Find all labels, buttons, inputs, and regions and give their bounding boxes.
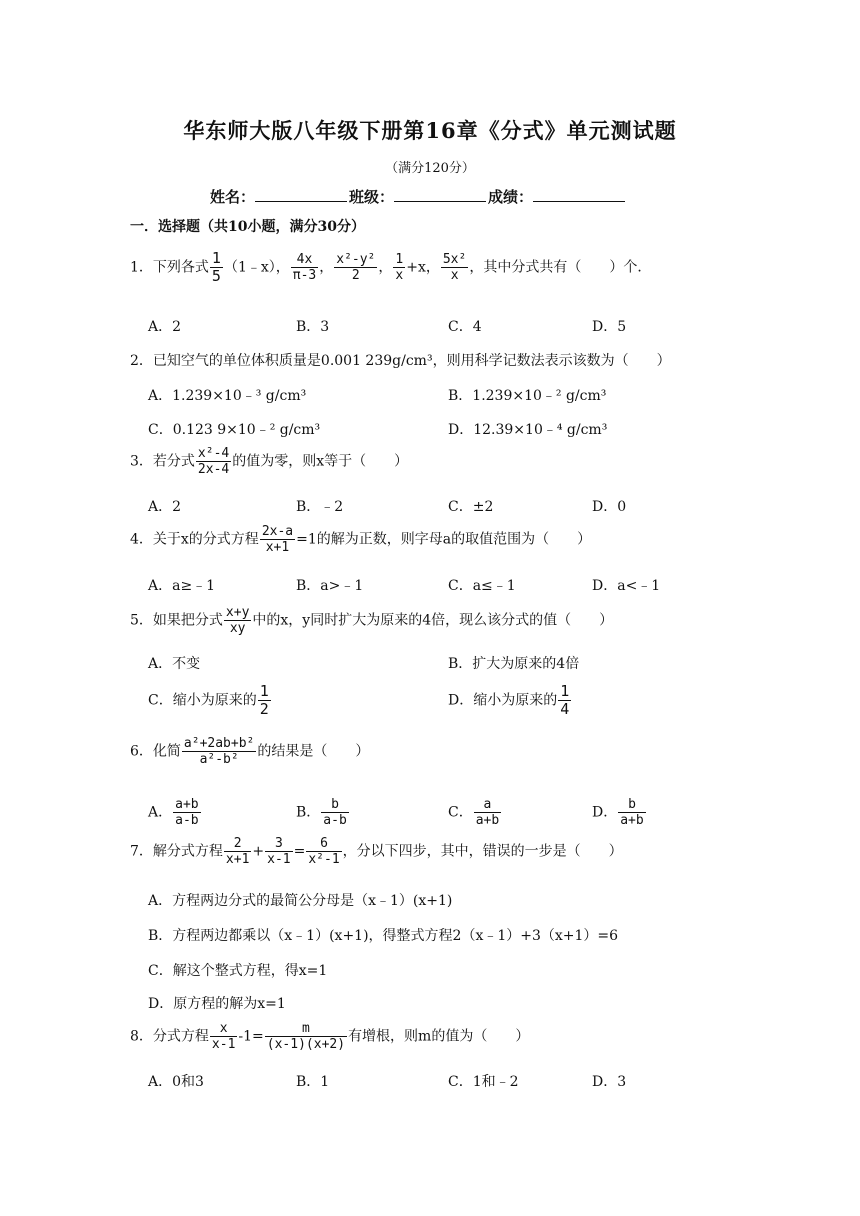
option-d[interactable]: D． $\frac{b}{a+b}$ xyxy=(592,797,644,828)
option-a[interactable]: A．2 xyxy=(148,319,182,335)
fraction: $\frac{1}{2}$ xyxy=(259,682,269,718)
option-b[interactable]: B．扩大为原来的4倍 xyxy=(448,656,580,672)
option-c[interactable]: C．0.123 9×10﹣² g/cm³ xyxy=(148,422,321,438)
name-label: 姓名： xyxy=(210,188,256,206)
fraction: $\frac{6}{\text{x²-1}}$ xyxy=(308,836,340,867)
fraction: $\frac{2}{x+1}$ xyxy=(225,836,250,867)
option-c[interactable]: C．解这个整式方程，得x=1 xyxy=(148,963,328,979)
option-d[interactable]: D．12.39×10﹣⁴ g/cm³ xyxy=(448,422,608,438)
option-d[interactable]: D．0 xyxy=(592,499,627,515)
q1-prefix: 1．下列各式 xyxy=(130,259,209,276)
question-4: 4．关于x的分式方程 $\frac{2x-a}{x+1}$ =1的解为正数，则字母a的取值范围为（ ） xyxy=(130,524,592,555)
option-c[interactable]: C．a≤﹣1 xyxy=(448,578,516,594)
fraction: $\frac{\text{5x²}}{x}$ xyxy=(442,252,467,283)
option-b[interactable]: B．﹣2 xyxy=(296,499,344,515)
option-c[interactable]: C．1和﹣2 xyxy=(448,1074,519,1090)
fraction: $\frac{x+y}{xy}$ xyxy=(225,605,250,636)
question-1: 1．下列各式 $\frac{1}{5}$ （1﹣x）， $\frac{4x}{\pi-3}$ ， $\frac{\text{x²-y²}}{2}$ ， $\frac{1}{x}$ +x， $\frac{\text{5x²}}{x}$ ，其中分式共有（ ）个． xyxy=(130,249,652,285)
student-info-line xyxy=(210,186,627,207)
fraction: $\frac{4x}{\pi-3}$ xyxy=(292,252,317,283)
option-d[interactable]: D．5 xyxy=(592,319,627,335)
fraction: $\frac{b}{a-b}$ xyxy=(323,797,347,828)
option-d[interactable]: D．3 xyxy=(592,1074,627,1090)
option-c[interactable]: C．缩小为原来的 $\frac{1}{2}$ xyxy=(148,682,269,718)
option-a[interactable]: A．方程两边分式的最简公分母是（x﹣1）(x+1) xyxy=(148,893,453,909)
option-c[interactable]: C．±2 xyxy=(448,499,494,515)
option-d[interactable]: D．缩小为原来的 $\frac{1}{4}$ xyxy=(448,682,570,718)
question-6: 6．化简 $\frac{\text{a²+2ab+b²}}{\text{a²-b²}}$ 的结果是（ ） xyxy=(130,736,370,767)
option-a[interactable]: A．不变 xyxy=(148,656,201,672)
class-blank[interactable] xyxy=(394,187,486,202)
question-3: 3．若分式 $\frac{\text{x²-4}}{2x-4}$ 的值为零，则x等于（ ） xyxy=(130,446,409,477)
question-8: 8．分式方程 $\frac{x}{x-1}$ -1= $\frac{m}{(x-1)(x+2)}$ 有增根，则m的值为（ ） xyxy=(130,1021,530,1052)
option-b[interactable]: B．3 xyxy=(296,319,330,335)
option-a[interactable]: A． $\frac{a+b}{a-b}$ xyxy=(148,797,199,828)
fraction: $\frac{2x-a}{x+1}$ xyxy=(261,524,294,555)
fraction: $\frac{\text{x²-4}}{2x-4}$ xyxy=(197,446,230,477)
page-subtitle: （满分120分） xyxy=(385,161,475,176)
question-5: 5．如果把分式 $\frac{x+y}{xy}$ 中的x，y同时扩大为原来的4倍，现么该分式的值（ ） xyxy=(130,605,614,636)
option-d[interactable]: D．原方程的解为x=1 xyxy=(148,996,286,1012)
fraction: $\frac{1}{x}$ xyxy=(395,252,404,283)
option-c[interactable]: C．4 xyxy=(448,319,482,335)
option-b[interactable]: B．方程两边都乘以（x﹣1）(x+1)，得整式方程2（x﹣1）+3（x+1）=6 xyxy=(148,928,619,944)
option-a[interactable]: A．0和3 xyxy=(148,1074,204,1090)
fraction: $\frac{a+b}{a-b}$ xyxy=(175,797,199,828)
option-d[interactable]: D．a<﹣1 xyxy=(592,578,661,594)
fraction: $\frac{x}{x-1}$ xyxy=(211,1021,236,1052)
option-a[interactable]: A．2 xyxy=(148,499,182,515)
class-label: 班级： xyxy=(349,188,395,206)
question-7: 7．解分式方程 $\frac{2}{x+1}$ + $\frac{3}{x-1}$ = $\frac{6}{\text{x²-1}}$ ，分以下四步，其中，错误的一步是（ ） xyxy=(130,836,623,867)
fraction: $\frac{3}{x-1}$ xyxy=(267,836,291,867)
option-b[interactable]: B．1.239×10﹣² g/cm³ xyxy=(448,388,607,404)
fraction: $\frac{a}{a+b}$ xyxy=(475,797,500,828)
fraction: $\frac{\text{a²+2ab+b²}}{\text{a²-b²}}$ xyxy=(183,736,255,767)
name-blank[interactable] xyxy=(255,187,347,202)
fraction: $\frac{m}{(x-1)(x+2)}$ xyxy=(266,1021,346,1052)
option-a[interactable]: A．1.239×10﹣³ g/cm³ xyxy=(148,388,307,404)
score-blank[interactable] xyxy=(533,187,625,202)
section-title: 一．选择题（共10小题，满分30分） xyxy=(130,219,365,235)
score-label: 成绩： xyxy=(488,188,534,206)
fraction: $\frac{1}{4}$ xyxy=(560,682,570,718)
option-b[interactable]: B．a>﹣1 xyxy=(296,578,364,594)
fraction: $\frac{1}{5}$ xyxy=(211,249,221,285)
fraction: $\frac{\text{x²-y²}}{2}$ xyxy=(336,252,376,283)
option-b[interactable]: B． $\frac{b}{a-b}$ xyxy=(296,797,347,828)
option-a[interactable]: A．a≥﹣1 xyxy=(148,578,216,594)
option-b[interactable]: B．1 xyxy=(296,1074,330,1090)
question-2: 2．已知空气的单位体积质量是0.001 239g/cm³，则用科学记数法表示该数为（ ） xyxy=(130,353,671,369)
option-c[interactable]: C． $\frac{a}{a+b}$ xyxy=(448,797,500,828)
fraction: $\frac{b}{a+b}$ xyxy=(620,797,644,828)
page-title: 华东师大版八年级下册第16章《分式》单元测试题 xyxy=(183,118,677,143)
